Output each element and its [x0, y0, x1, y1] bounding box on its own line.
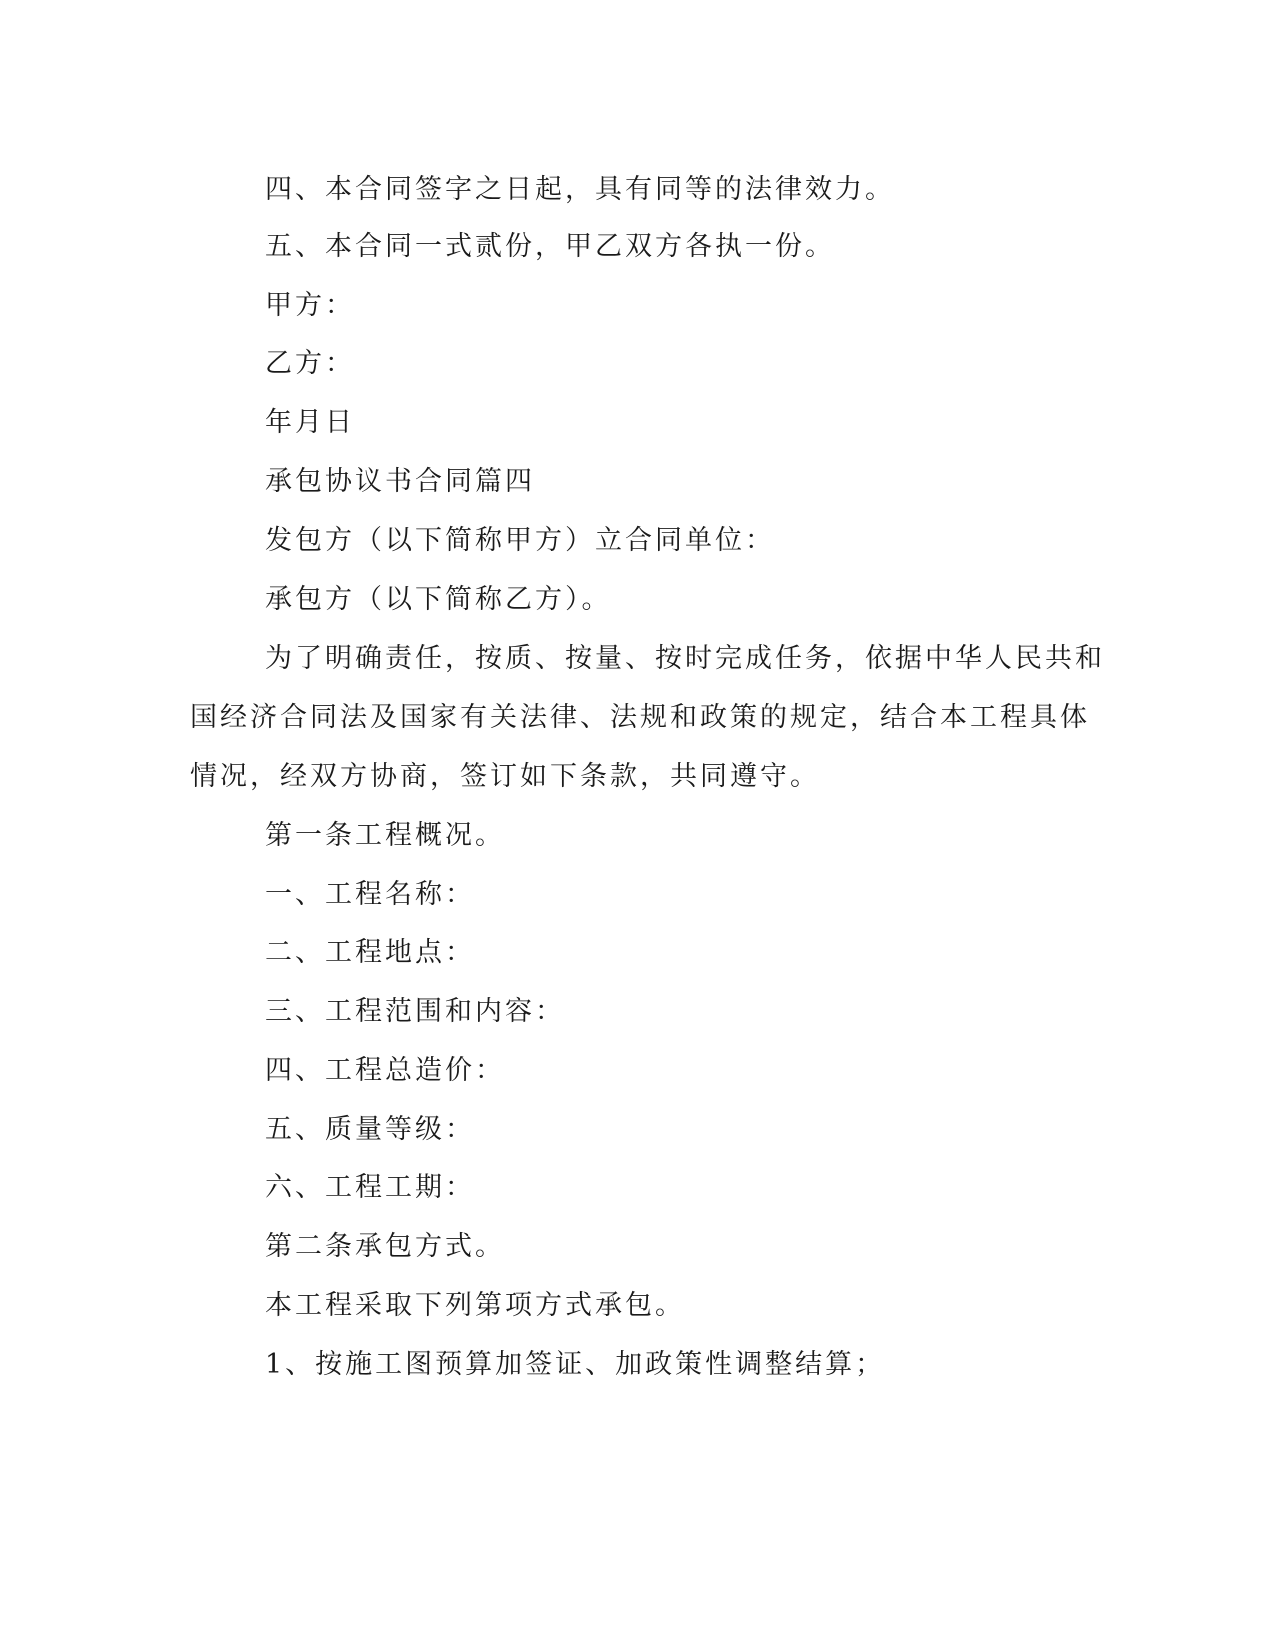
article-one-title: 第一条工程概况。: [265, 820, 505, 851]
contractor-line: 发包方（以下简称甲方）立合同单位：: [265, 525, 775, 556]
contract-method-intro: 本工程采取下列第项方式承包。: [265, 1290, 685, 1321]
project-location-item: 二、工程地点：: [265, 937, 475, 968]
project-cost-item: 四、工程总造价：: [265, 1055, 505, 1086]
contract-method-option-1: 1、按施工图预算加签证、加政策性调整结算；: [265, 1349, 886, 1380]
article-two-title: 第二条承包方式。: [265, 1231, 505, 1262]
project-scope-item: 三、工程范围和内容：: [265, 996, 565, 1027]
clause-four-effect: 四、本合同签字之日起，具有同等的法律效力。: [265, 174, 895, 205]
preamble-line-3: 情况，经双方协商，签订如下条款，共同遵守。: [190, 761, 820, 792]
quality-grade-item: 五、质量等级：: [265, 1114, 475, 1145]
contractee-line: 承包方（以下简称乙方）。: [265, 584, 612, 615]
party-a-label: 甲方：: [265, 290, 355, 321]
project-duration-item: 六、工程工期：: [265, 1172, 475, 1203]
project-name-item: 一、工程名称：: [265, 879, 475, 910]
preamble-line-1: 为了明确责任，按质、按量、按时完成任务，依据中华人民共和: [265, 643, 1105, 674]
section-title: 承包协议书合同篇四: [265, 466, 535, 497]
date-line: 年月日: [265, 407, 355, 438]
clause-five-copies: 五、本合同一式贰份，甲乙双方各执一份。: [265, 231, 835, 262]
party-b-label: 乙方：: [265, 348, 355, 379]
preamble-line-2: 国经济合同法及国家有关法律、法规和政策的规定，结合本工程具体: [190, 702, 1090, 733]
